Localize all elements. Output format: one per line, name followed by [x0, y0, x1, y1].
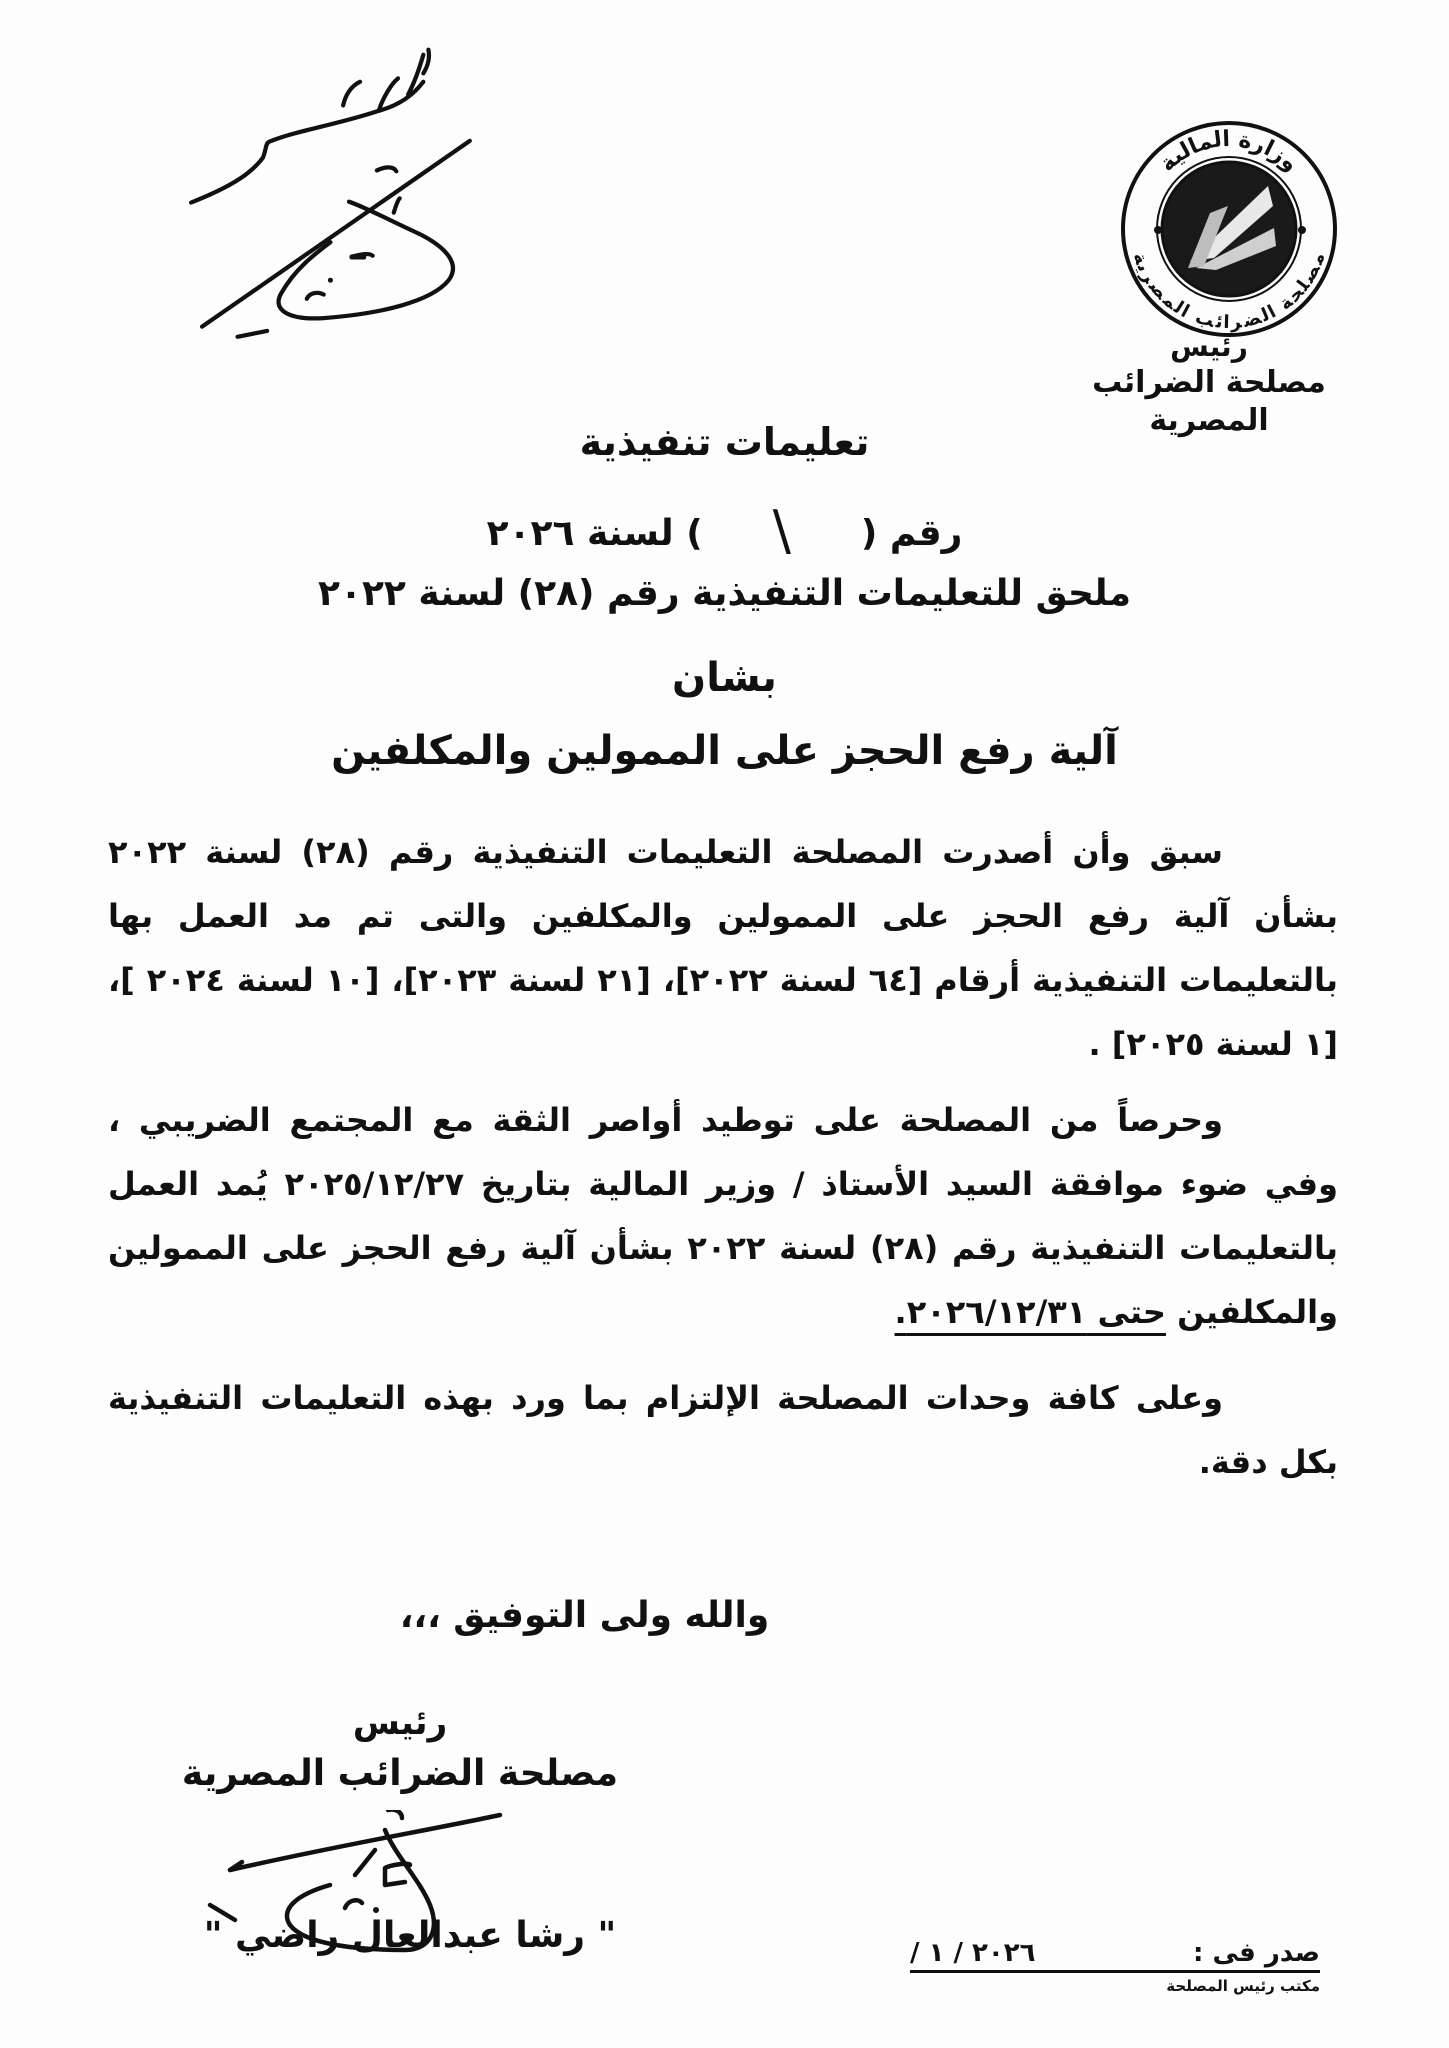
issuing-office-note: مكتب رئيس المصلحة — [1166, 1977, 1320, 1995]
closing-line — [0, 1595, 1449, 1636]
paragraph-2-main: وحرصاً من المصلحة على توطيد أواصر الثقة مع المجتمع الضريبي ، وفي ضوء موافقة السيد الأستاذ / وزير المالية بتاريخ ٢٠٢٥/١٢/٢٧ يُمد العمل بالتعليمات التنفيذية رقم (٢٨) لسنة ٢٠٢٢ بشأن آلية رفع الحجز على الممولين والمكلفين — [108, 1101, 1339, 1331]
seal-caption-authority: مصلحة الضرائب المصرية — [1092, 365, 1326, 438]
handwritten-approval-note — [170, 20, 550, 380]
about-heading: بشان — [672, 655, 777, 701]
issued-label: صدر فى : — [1193, 1938, 1320, 1968]
seal-ring-bottom-text: مصلحة الضرائب المصرية — [1128, 249, 1330, 334]
seal-ring-top-text: وزارة المالية — [1155, 126, 1303, 177]
issued-date: ٢٠٢٦ / ١ / — [910, 1938, 1036, 1968]
seal-caption-title: رئيس — [1170, 330, 1248, 363]
number-prefix: رقم ( — [860, 513, 963, 554]
body-paragraph-1: سبق وأن أصدرت المصلحة التعليمات التنفيذية رقم (٢٨) لسنة ٢٠٢٢ بشأن آلية رفع الحجز على الممولين والمكلفين والتى تم مد العمل بها بالتعليمات التنفيذية أرقام [٦٤ لسنة ٢٠٢٢]، [٢١ لسنة ٢٠٢٣]، [١٠ لسنة ٢٠٢٤ ]، [١ لسنة ٢٠٢٥] . — [108, 833, 1339, 1063]
document-body — [108, 820, 1338, 1494]
body-paragraph-2 — [108, 1088, 1338, 1344]
number-suffix: ) لسنة ٢٠٢٦ — [486, 513, 703, 554]
signatory-role: رئيس — [352, 1703, 448, 1743]
extension-date: حتى ٢٠٢٦/١٢/٣١. — [894, 1293, 1166, 1331]
signatory-title — [140, 1700, 660, 1802]
body-paragraph-3: وعلى كافة وحدات المصلحة الإلتزام بما ورد بهذه التعليمات التنفيذية بكل دقة. — [108, 1379, 1338, 1481]
issue-date-row — [910, 1938, 1320, 1973]
closing-text: والله ولى التوفيق ،،، — [399, 1595, 770, 1636]
signatory-name: " رشا عبدالعال راضي " — [203, 1915, 617, 1956]
number-slash: \ — [772, 499, 791, 562]
document-title: تعليمات تنفيذية — [579, 420, 870, 464]
subject-heading: آلية رفع الحجز على الممولين والمكلفين — [331, 728, 1118, 774]
signatory-authority: مصلحة الضرائب المصرية — [181, 1753, 619, 1794]
annex-heading: ملحق للتعليمات التنفيذية رقم (٢٨) لسنة ٢٠٢٢ — [318, 573, 1131, 614]
issue-block — [910, 1938, 1320, 1995]
ministry-seal — [1118, 118, 1340, 340]
document-number — [0, 495, 1449, 562]
